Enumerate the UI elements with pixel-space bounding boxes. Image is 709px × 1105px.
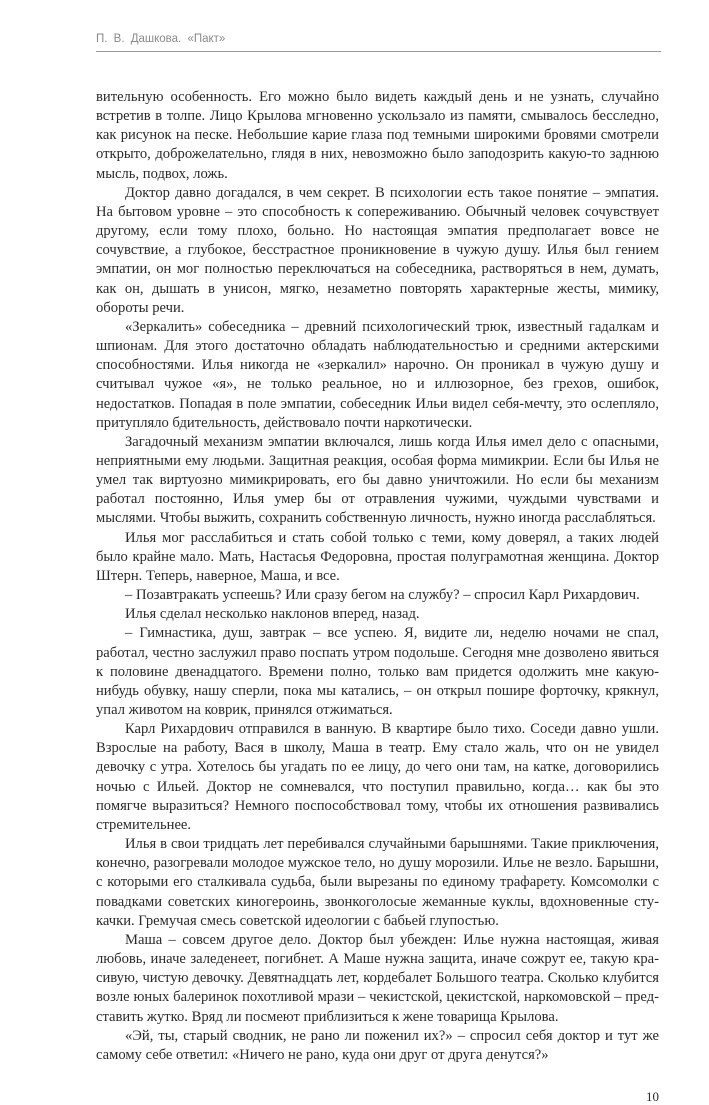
paragraph: Илья сделал несколько наклонов вперед, назад. [125,606,420,623]
paragraph: «Зеркалить» собеседника – древний психологический трюк, известный гадалкам и шпионам. Для этого достаточно обладать наблюдательностью и средними актерскими способностями. Илья никогда не «зеркалил» нарочно. Он проникал в чужую душу и считывал чужое «я», не только реальное, но и иллюзорное, без грехов, ошибок, недостатков. Попадая в поле эмпатии, собеседник Ильи видел себя-мечту, это ослепляло, притупляло бдительность, действовало почти наркотически. [96,318,659,431]
paragraph: Маша – совсем другое дело. Доктор был убежден: Илье нужна настоящая, живая любовь, иначе заледенеет, погибнет. А Маше нужна защита, иначе сожрут ее, такую красивую, чистую девочку. Девятнадцать лет, кордебалет Большого театра. Сколько клубится возле юных балеринок похотливой мрази – чекистской, цекистской, наркомовской – представить жутко. Вряд ли посмеют приблизиться к жене товарища Крылова. [96,931,659,1025]
paragraph: вительную особенность. Его можно было видеть каждый день и не узнать, случайно встретив в толпе. Лицо Крылова мгновенно ускользало из памяти, смывалось бесследно, как рисунок на песке. Небольшие карие глаза под темными широкими бровями смотрели открыто, доброжелательно, глядя в них, невозможно было заподозрить какую-то заднюю мысль, подвох, ложь. [96,89,659,182]
header-rule [96,51,661,52]
paragraph: Илья в свои тридцать лет перебивался случайными барышнями. Такие приключения, конечно, разогревали молодое мужское тело, но душу морозили. Илье не везло. Барышни, с которыми его сталкивала судьба, были вырезаны по единому трафарету. Комсомолки с повадками советских киногероинь, звонкоголосые жеманные куклы, вдохновенные стукачки. Гремучая смесь советской идеологии с бабьей глупостью. [96,836,659,929]
paragraph: Карл Рихардович отправился в ванную. В квартире было тихо. Соседи давно ушли. Взрослые на работу, Вася в школу, Маша в театр. Ему стало жаль, что он не увидел девочку с утра. Хотелось бы угадать по ее лицу, до чего они там, на катке, договорились ночью с Ильей. Доктор не сомневался, что поступил правильно, когда… как бы это помягче выразиться? Немного поспособствовал тому, чтобы их отношения развивались стремительнее. [96,721,659,833]
paragraph: Загадочный механизм эмпатии включался, лишь когда Илья имел дело с опасными, неприятными ему людьми. Защитная реакция, особая форма мимикрии. Если бы Илья не умел так виртуозно мимикрировать, его бы давно уничтожили. Но если бы механизм работал постоянно, Илья умер бы от отравления чужими, чуждыми чувствами и мыслями. Чтобы выжить, сохранить собственную личность, нужно иногда расслабляться. [96,433,659,527]
paragraph: «Эй, ты, старый сводник, не рано ли поженил их?» – спросил себя доктор и тут же самому себе ответил: «Ничего не рано, куда они друг от друга денутся?» [96,1027,659,1063]
paragraph: – Гимнастика, душ, завтрак – все успею. Я, видите ли, неделю ночами не спал, работал, честно заслужил право поспать утром подольше. Сегодня мне дозволено явиться к половине двенадцатого. Времени полно, только вам придется одолжить мне какую-нибудь обувку, нашу сперли, пока мы катались, – он открыл пошире форточку, крякнул, упал животом на коврик, принялся отжиматься. [96,625,659,718]
paragraph: – Позавтракать успеешь? Или сразу бегом на службу? – спросил Карл Рихардович. [125,587,640,604]
paragraph: Илья мог расслабиться и стать собой только с теми, кому доверял, а таких людей было крайне мало. Мать, Настасья Федоровна, простая полуграмотная женщина. Доктор Штерн. Теперь, наверное, Маша, и все. [96,529,659,584]
page-number: 10 [646,1088,659,1104]
running-header: П. В. Дашкова. «Пакт» [96,33,226,45]
body-text [96,88,659,1065]
page-content [96,88,659,1105]
paragraph: Доктор давно догадался, в чем секрет. В психологии есть такое понятие – эмпатия. На бытовом уровне – это способность к сопереживанию. Обычный человек сочувствует другому, если тому плохо, больно. Но настоящая эмпатия предполагает вовсе не сочувствие, а глубокое, бесстрастное проникновение в чужую душу. Илья был гением эмпатии, он мог полностью переключаться на собеседника, растворяться в нем, думать, как он, дышать в унисон, мягко, незаметно повторять характерные жесты, мимику, обороты речи. [96,184,659,316]
